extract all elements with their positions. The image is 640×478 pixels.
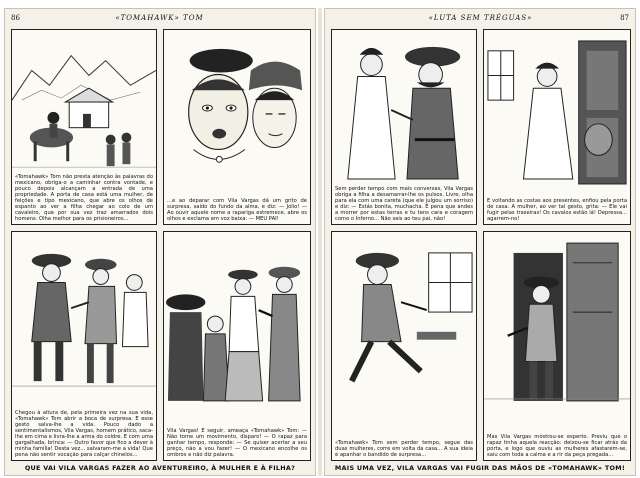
panel-6-illustration xyxy=(484,30,630,190)
panel-2-illustration xyxy=(164,30,310,190)
comic-panel-1 xyxy=(11,29,157,225)
panel-5-illustration xyxy=(332,30,476,190)
comic-panel-2 xyxy=(163,29,311,225)
book-gutter xyxy=(318,8,322,476)
panel-1-caption: «Tomahawk» Tom não presta atenção às palavras do mexicano, obriga-o a caminhar contra vontade, e pouco depois alcançam a entrada de uma propriedade. A porta de casa está uma mulher, de feições e tipo mexicano, que abre os olhos de espanto ao ver a filha chegar ao colo de um cavaleiro, que por sua vez traz amarrados dois homens. Olha melhor para os prisioneiros... xyxy=(12,172,156,224)
panel-3-illustration xyxy=(12,232,156,402)
panel-4-caption: Vila Vargas! E seguir, ameaça «Tomahawk» Tom: — Não tome um movimento, disparo! — O rapaz para ganhar tempo, responde: — Se quiser acertar a seu preço, não a vou fazer! — O mexicano encolhe os ombros e não diz palavra. xyxy=(164,426,310,460)
panel-5-caption: Sem perder tempo com mais conversas, Vila Vargas obriga a filha a desamarrar-lhe os pulsos. Livre, olha para ela com uma careta (que ele julgou um sorriso) e diz: — Estás bonita, muchacha. É pena que andes a morrer por estas terras e tu tens cara e coragem como o Inferno... Não sais ao teu pai, não! xyxy=(332,184,476,224)
panel-7-illustration xyxy=(332,232,476,402)
panel-6-caption: E voltando as costas aos presentes, enfiou pela porta de casa. A mulher, ao ver tal gesto, grita: — Ele vai fugir pelas traseiras! Os cavalos estão lá! Depressa... agarrem-no! xyxy=(484,196,630,224)
left-page xyxy=(4,8,316,476)
right-page-footer: MAIS UMA VEZ, VILA VARGAS VAI FUGIR DAS MÃOS DE «TOMAHAWK» TOM! xyxy=(334,464,626,472)
panel-3-caption: Chegou à altura de, pela primeira vez na sua vida, «Tomahawk» Tom abrir a boca de surpresa. E esse gesto salva-lhe a vida. Pouco dado a sentimentalismos, Vila Vargas, homem prático, saca-lhe em cima e livra-lhe a arma do coldre. E com uma gargalhada, brinca: — Outro favor que fico a dever à minha família! Desta vez... salvaram-me a vida! Que pena não sentir vocação para calçar chinelos... xyxy=(12,408,156,460)
panel-8-illustration xyxy=(484,232,630,412)
panel-7-caption: «Tomahawk» Tom sem perder tempo, segue das duas mulheres, corre em volta da casa... A sua ideia é apanhar o bandido de surpresa... xyxy=(332,438,476,460)
left-page-footer: QUE VAI VILA VARGAS FAZER AO AVENTUREIRO, À MULHER E À FILHA? xyxy=(24,464,296,472)
right-page-header xyxy=(331,11,629,25)
panel-8-caption: Mas Vila Vargas mostrou-se esperto. Previu que o rapaz tinha aquela reacção: deixou-se ficar atrás da porta, e logo que ouviu as mulheres afastarem-se, saiu com toda a calma e a rir da peça pregada... xyxy=(484,432,630,460)
comic-panel-4 xyxy=(163,231,311,461)
right-page-number: 87 xyxy=(620,14,629,22)
comic-panel-5 xyxy=(331,29,477,225)
panel-1-illustration xyxy=(12,30,156,180)
comic-panel-8 xyxy=(483,231,631,461)
comic-panel-7 xyxy=(331,231,477,461)
panel-4-illustration xyxy=(164,232,310,412)
right-running-title: «LUTA SEM TRÉGUAS» xyxy=(428,14,533,22)
left-running-title: «TOMAHAWK» TOM xyxy=(115,14,204,22)
right-page xyxy=(324,8,636,476)
panel-2-caption: ...e ao deparar com Vila Vargas dá um grito de surpresa, saído do fundo da alma, e diz: — Jolio! — Ao ouvir aquele nome a rapariga estremece, abre os olhos e exclama em voz baixa: — MEU PAI! xyxy=(164,196,310,224)
left-page-header xyxy=(11,11,309,25)
left-page-number: 86 xyxy=(11,14,20,22)
comic-panel-6 xyxy=(483,29,631,225)
comic-panel-3 xyxy=(11,231,157,461)
